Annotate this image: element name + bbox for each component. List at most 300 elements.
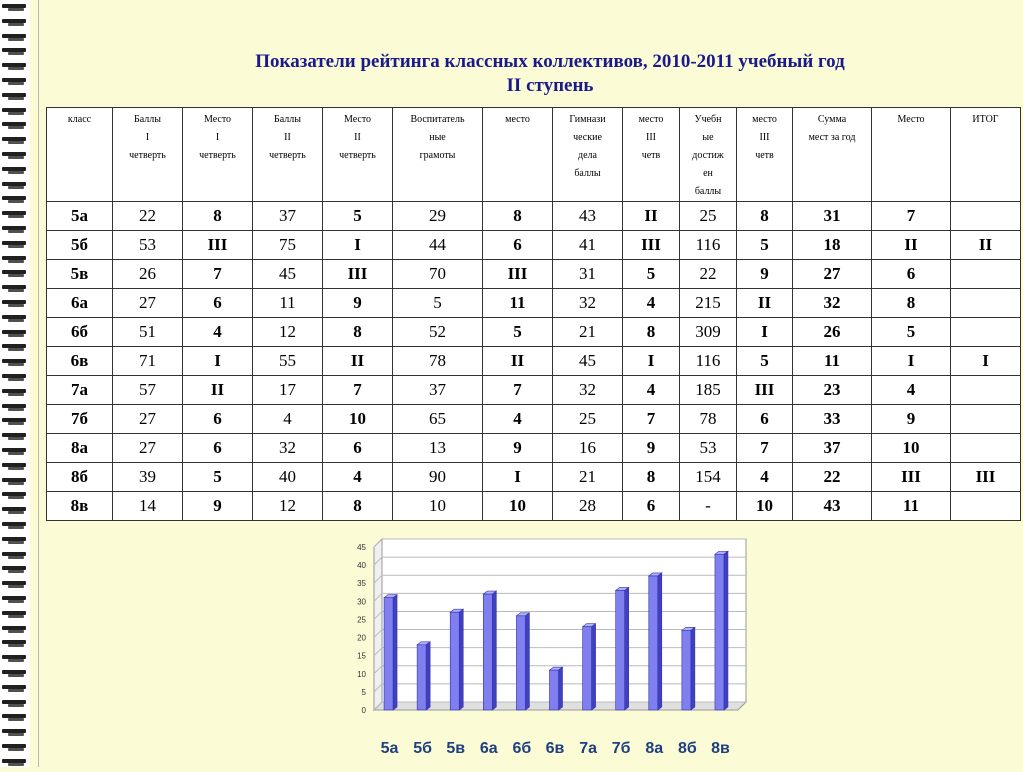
table-cell: 18: [793, 231, 872, 260]
x-tick-label: 5б: [413, 740, 433, 757]
table-cell: 4: [183, 318, 253, 347]
class-name-cell: 8а: [47, 434, 113, 463]
table-cell: 22: [793, 463, 872, 492]
table-cell: 7: [483, 376, 553, 405]
header-line: четверть: [339, 150, 376, 161]
table-cell: 8: [483, 202, 553, 231]
header-line: класс: [67, 114, 92, 125]
x-tick-label: 8б: [677, 740, 697, 757]
table-cell: 9: [483, 434, 553, 463]
table-cell: [951, 289, 1021, 318]
table-cell: I: [737, 318, 793, 347]
table-cell: 116: [680, 231, 737, 260]
table-cell: 27: [113, 405, 183, 434]
table-cell: 29: [393, 202, 483, 231]
y-tick-label: 10: [357, 669, 366, 679]
bar-side: [426, 642, 430, 710]
table-cell: [951, 434, 1021, 463]
table-cell: 8: [323, 492, 393, 521]
table-cell: 75: [253, 231, 323, 260]
table-cell: 9: [737, 260, 793, 289]
table-cell: 32: [793, 289, 872, 318]
bar: [682, 630, 691, 710]
binding-ring: [2, 404, 26, 412]
binding-ring: [2, 330, 26, 338]
header-line: четв: [641, 150, 661, 161]
table-cell: 53: [680, 434, 737, 463]
table-cell: 5: [872, 318, 951, 347]
table-cell: 26: [113, 260, 183, 289]
binding-ring: [2, 537, 26, 545]
table-cell: III: [872, 463, 951, 492]
table-cell: 5: [737, 347, 793, 376]
binding-ring: [2, 389, 26, 397]
table-cell: 11: [253, 289, 323, 318]
bar-side: [393, 595, 397, 710]
table-cell: III: [623, 231, 680, 260]
header-line: достиж: [692, 150, 724, 161]
table-cell: 116: [680, 347, 737, 376]
table-cell: 4: [872, 376, 951, 405]
table-cell: 11: [793, 347, 872, 376]
header-line: четв: [755, 150, 774, 161]
binding-ring: [2, 285, 26, 293]
table-cell: 43: [553, 202, 623, 231]
table-cell: 44: [393, 231, 483, 260]
table-cell: [951, 492, 1021, 521]
header-line: II: [284, 132, 291, 143]
table-cell: 6: [872, 260, 951, 289]
table-cell: II: [872, 231, 951, 260]
bar: [483, 594, 492, 710]
table-cell: 11: [483, 289, 553, 318]
binding-ring: [2, 478, 26, 486]
y-tick-label: 5: [361, 687, 366, 697]
table-cell: 32: [553, 289, 623, 318]
binding-ring: [2, 137, 26, 145]
header-line: место: [505, 114, 530, 125]
header-line: мест за год: [808, 132, 856, 143]
table-cell: 27: [113, 289, 183, 318]
column-header: [323, 108, 393, 202]
table-cell: 7: [623, 405, 680, 434]
table-cell: 78: [393, 347, 483, 376]
table-cell: 32: [553, 376, 623, 405]
table-cell: 4: [737, 463, 793, 492]
binding-ring: [2, 300, 26, 308]
header-line: четверть: [199, 150, 236, 161]
header-line: Воспитатель: [410, 114, 465, 125]
binding-ring: [2, 93, 26, 101]
table-cell: [951, 405, 1021, 434]
class-name-cell: 8б: [47, 463, 113, 492]
class-name-cell: 6в: [47, 347, 113, 376]
table-cell: 37: [253, 202, 323, 231]
bar: [450, 612, 459, 710]
table-row: [47, 405, 1021, 434]
header-line: ые: [702, 132, 714, 143]
header-line: ен: [703, 168, 713, 179]
table-cell: 71: [113, 347, 183, 376]
header-line: грамоты: [419, 150, 456, 161]
table-cell: 17: [253, 376, 323, 405]
table-row: [47, 347, 1021, 376]
bar-side: [525, 613, 529, 710]
table-cell: 41: [553, 231, 623, 260]
table-cell: 45: [253, 260, 323, 289]
y-tick-label: 0: [361, 706, 366, 715]
table-cell: [951, 260, 1021, 289]
table-cell: 8: [737, 202, 793, 231]
table-cell: 25: [553, 405, 623, 434]
bar-side: [559, 667, 563, 710]
binding-ring: [2, 241, 26, 249]
header-line: III: [646, 132, 656, 143]
binding-ring: [2, 507, 26, 515]
table-cell: 9: [623, 434, 680, 463]
binding-ring: [2, 744, 26, 752]
table-cell: [951, 376, 1021, 405]
page-title: [40, 50, 1023, 98]
y-tick-label: 35: [357, 579, 366, 589]
table-cell: 5: [737, 231, 793, 260]
table-cell: 5: [393, 289, 483, 318]
class-name-cell: 5а: [47, 202, 113, 231]
binding-ring: [2, 63, 26, 71]
header-line: ческие: [573, 132, 602, 143]
table-cell: 10: [393, 492, 483, 521]
table-row: [47, 231, 1021, 260]
binding-ring: [2, 374, 26, 382]
table-cell: 185: [680, 376, 737, 405]
binding-ring: [2, 182, 26, 190]
table-cell: 7: [872, 202, 951, 231]
header-line: Учебн: [694, 114, 722, 125]
table-cell: 12: [253, 318, 323, 347]
binding-ring: [2, 729, 26, 737]
binding-ring: [2, 448, 26, 456]
binding-ring: [2, 211, 26, 219]
table-cell: 10: [872, 434, 951, 463]
table-cell: 21: [553, 463, 623, 492]
table-cell: III: [323, 260, 393, 289]
table-cell: 4: [623, 376, 680, 405]
header-line: дела: [578, 150, 597, 161]
bar-side: [724, 551, 728, 710]
column-header: [483, 108, 553, 202]
table-row: [47, 318, 1021, 347]
header-line: Место: [203, 114, 232, 125]
binding-ring: [2, 4, 26, 12]
table-cell: 8: [183, 202, 253, 231]
table-cell: 31: [793, 202, 872, 231]
table-row: [47, 434, 1021, 463]
binding-ring: [2, 522, 26, 530]
binding-ring: [2, 226, 26, 234]
binding-ring: [2, 670, 26, 678]
title-line-1: Показатели рейтинга классных коллективов, 2010-2011 учебный год: [255, 51, 845, 72]
header-line: Место: [897, 114, 925, 125]
header-line: место: [752, 114, 777, 125]
binding-ring: [2, 48, 26, 56]
bar-side: [592, 624, 596, 710]
table-cell: 4: [323, 463, 393, 492]
table-cell: 43: [793, 492, 872, 521]
table-cell: III: [737, 376, 793, 405]
header-line: ИТОГ: [972, 114, 999, 125]
y-tick-label: 15: [357, 651, 366, 661]
binding-ring: [2, 19, 26, 27]
chart-side-wall: [374, 539, 382, 710]
table-cell: 6: [183, 289, 253, 318]
y-tick-label: 45: [357, 543, 366, 552]
x-tick-label: 5а: [380, 740, 399, 757]
table-cell: 8: [623, 318, 680, 347]
table-row: [47, 376, 1021, 405]
table-cell: 51: [113, 318, 183, 347]
class-name-cell: 8в: [47, 492, 113, 521]
table-cell: 27: [113, 434, 183, 463]
table-cell: 8: [323, 318, 393, 347]
table-cell: 12: [253, 492, 323, 521]
table-cell: 154: [680, 463, 737, 492]
table-cell: 309: [680, 318, 737, 347]
table-cell: 6: [183, 405, 253, 434]
binding-ring: [2, 108, 26, 116]
table-cell: 57: [113, 376, 183, 405]
table-cell: III: [183, 231, 253, 260]
table-cell: 4: [483, 405, 553, 434]
table-row: [47, 260, 1021, 289]
header-line: четверть: [269, 150, 306, 161]
y-tick-label: 20: [357, 633, 366, 643]
table-cell: 55: [253, 347, 323, 376]
bar-side: [691, 627, 695, 710]
bar-side: [625, 587, 629, 710]
table-cell: 6: [323, 434, 393, 463]
header-line: Место: [343, 114, 372, 125]
table-cell: 45: [553, 347, 623, 376]
table-cell: 215: [680, 289, 737, 318]
binding-ring: [2, 611, 26, 619]
header-line: баллы: [574, 168, 601, 179]
table-cell: I: [183, 347, 253, 376]
table-cell: 27: [793, 260, 872, 289]
header-line: I: [215, 132, 220, 143]
title-line-2: II ступень: [506, 75, 594, 96]
binding-ring: [2, 596, 26, 604]
table-row: [47, 289, 1021, 318]
binding-ring: [2, 152, 26, 160]
binding-ring: [2, 315, 26, 323]
column-header: [872, 108, 951, 202]
table-cell: II: [951, 231, 1021, 260]
table-cell: 40: [253, 463, 323, 492]
binding-ring: [2, 463, 26, 471]
bar-side: [459, 609, 463, 710]
table-cell: 6: [737, 405, 793, 434]
table-cell: 21: [553, 318, 623, 347]
class-name-cell: 7а: [47, 376, 113, 405]
table-cell: 39: [113, 463, 183, 492]
x-tick-label: 6а: [479, 740, 498, 757]
binding-ring: [2, 34, 26, 42]
table-cell: III: [483, 260, 553, 289]
table-cell: 7: [183, 260, 253, 289]
bar: [583, 627, 592, 710]
bar: [417, 645, 426, 710]
binding-ring: [2, 700, 26, 708]
x-tick-label: 8в: [711, 740, 730, 757]
binding-ring: [2, 359, 26, 367]
table-cell: 8: [872, 289, 951, 318]
table-cell: 23: [793, 376, 872, 405]
bar: [550, 670, 559, 710]
binding-ring: [2, 685, 26, 693]
rating-table: [46, 107, 1021, 521]
binding-ring: [2, 122, 26, 130]
y-tick-label: 40: [357, 561, 366, 571]
binding-ring: [2, 433, 26, 441]
bar-side: [492, 591, 496, 710]
y-tick-label: 25: [357, 615, 366, 625]
table-cell: I: [872, 347, 951, 376]
table-cell: 9: [323, 289, 393, 318]
table-cell: I: [951, 347, 1021, 376]
table-cell: 22: [113, 202, 183, 231]
bar: [715, 554, 724, 710]
table-cell: 8: [623, 463, 680, 492]
table-cell: 28: [553, 492, 623, 521]
table-cell: 31: [553, 260, 623, 289]
column-header: [47, 108, 113, 202]
column-header: [951, 108, 1021, 202]
table-cell: 7: [323, 376, 393, 405]
binding-ring: [2, 581, 26, 589]
table-cell: [951, 318, 1021, 347]
table-cell: II: [737, 289, 793, 318]
table-cell: 10: [323, 405, 393, 434]
table-cell: II: [183, 376, 253, 405]
table-row: [47, 463, 1021, 492]
binding-ring: [2, 344, 26, 352]
table-cell: 6: [183, 434, 253, 463]
x-tick-label: 5в: [446, 740, 466, 757]
x-tick-label: 6б: [512, 740, 532, 757]
table-cell: II: [323, 347, 393, 376]
column-header: [113, 108, 183, 202]
column-header: [737, 108, 793, 202]
table-row: [47, 202, 1021, 231]
table-cell: 52: [393, 318, 483, 347]
y-tick-label: 30: [357, 597, 366, 607]
table-cell: 9: [872, 405, 951, 434]
table-cell: 5: [483, 318, 553, 347]
table-cell: III: [951, 463, 1021, 492]
table-cell: 7: [737, 434, 793, 463]
table-cell: I: [623, 347, 680, 376]
binding-ring: [2, 714, 26, 722]
header-line: Баллы: [134, 114, 161, 125]
table-cell: [951, 202, 1021, 231]
table-cell: 33: [793, 405, 872, 434]
x-tick-label: 7а: [579, 740, 597, 757]
column-header: [553, 108, 623, 202]
table-cell: 6: [483, 231, 553, 260]
header-line: ные: [429, 132, 446, 143]
binding-ring: [2, 759, 26, 767]
column-header: [393, 108, 483, 202]
binding-ring: [2, 270, 26, 278]
binding-ring: [2, 640, 26, 648]
table-cell: 10: [483, 492, 553, 521]
x-tick-label: 7б: [611, 740, 631, 757]
table-cell: II: [483, 347, 553, 376]
table-cell: 14: [113, 492, 183, 521]
table-cell: II: [623, 202, 680, 231]
x-tick-label: 8а: [645, 740, 664, 757]
binding-ring: [2, 196, 26, 204]
header-line: четверть: [129, 150, 166, 161]
table-row: [47, 492, 1021, 521]
binding-ring: [2, 566, 26, 574]
table-cell: -: [680, 492, 737, 521]
binding-ring: [2, 492, 26, 500]
table-cell: 16: [553, 434, 623, 463]
header-line: Гимнази: [569, 114, 606, 125]
class-name-cell: 5б: [47, 231, 113, 260]
x-tick-label: 6в: [545, 740, 565, 757]
table-cell: 11: [872, 492, 951, 521]
binding-ring: [2, 626, 26, 634]
table-cell: 6: [623, 492, 680, 521]
column-header: [623, 108, 680, 202]
header-line: баллы: [694, 186, 722, 197]
table-cell: 65: [393, 405, 483, 434]
sum-places-bar-chart: [336, 537, 756, 767]
table-cell: 37: [793, 434, 872, 463]
table-cell: 10: [737, 492, 793, 521]
header-line: III: [759, 132, 770, 143]
table-cell: 53: [113, 231, 183, 260]
bar: [384, 598, 393, 710]
header-line: Баллы: [274, 114, 301, 125]
table-cell: 78: [680, 405, 737, 434]
spiral-binding: [0, 0, 30, 767]
table-cell: I: [483, 463, 553, 492]
table-cell: 32: [253, 434, 323, 463]
binding-ring: [2, 655, 26, 663]
class-name-cell: 5в: [47, 260, 113, 289]
binding-ring: [2, 256, 26, 264]
table-cell: 70: [393, 260, 483, 289]
table-cell: 4: [253, 405, 323, 434]
table-header-row: [47, 108, 1021, 202]
table-cell: I: [323, 231, 393, 260]
column-header: [793, 108, 872, 202]
table-cell: 5: [183, 463, 253, 492]
class-name-cell: 7б: [47, 405, 113, 434]
table-cell: 9: [183, 492, 253, 521]
table-cell: 5: [323, 202, 393, 231]
binding-ring: [2, 78, 26, 86]
bar-side: [658, 573, 662, 710]
table-cell: 13: [393, 434, 483, 463]
table-cell: 25: [680, 202, 737, 231]
bar: [616, 590, 625, 710]
header-line: Сумма: [817, 114, 847, 125]
bar: [516, 616, 525, 710]
